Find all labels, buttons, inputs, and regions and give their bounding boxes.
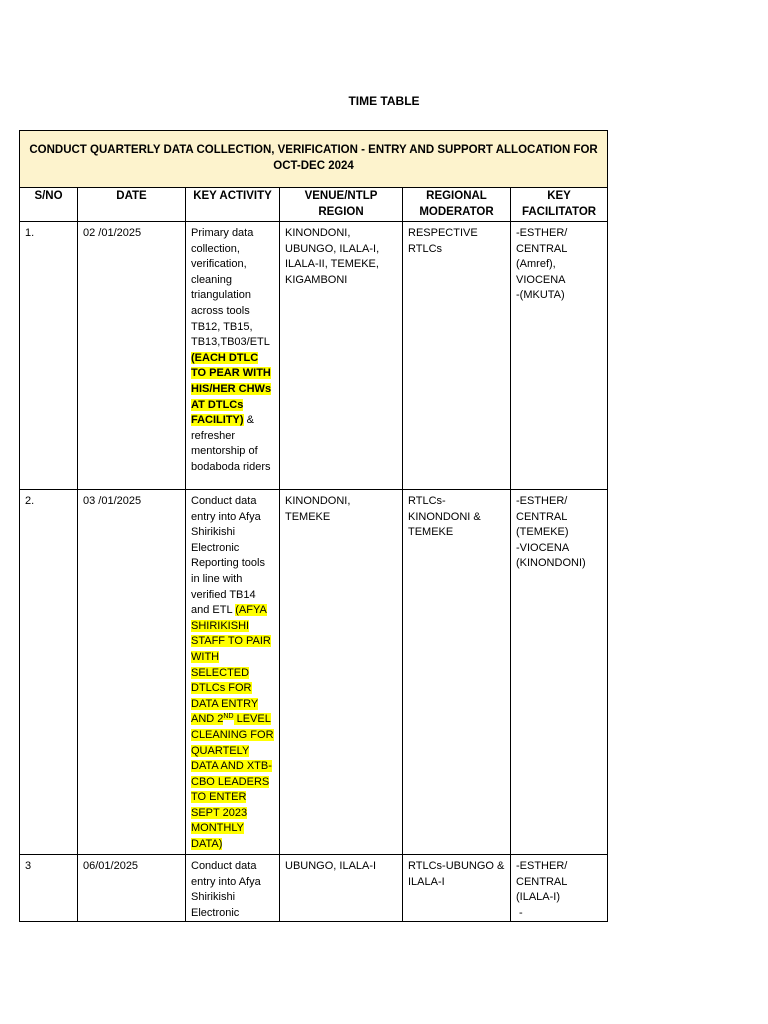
activity-highlight-end: LEVEL CLEANING FOR QUARTELY DATA AND XTB-CBO LEADERS TO ENTER SEPT 2023 MONTHLY DATA) xyxy=(191,713,274,851)
facilitator-line: CENTRAL xyxy=(516,875,568,888)
header-sno: S/NO xyxy=(20,188,78,222)
facilitator-line: CENTRAL xyxy=(516,510,568,523)
cell-date: 03 /01/2025 xyxy=(78,490,186,855)
facilitator-line: - xyxy=(516,906,523,919)
cell-moderator: RTLCs-UBUNGO & ILALA-I xyxy=(403,855,511,922)
activity-text: Primary data collection, verification, cleaning triangulation across tools TB12, TB15, TB13,TB03/ETL xyxy=(191,227,270,349)
activity-superscript: ND xyxy=(223,712,234,720)
cell-venue: UBUNGO, ILALA-I xyxy=(280,855,403,922)
facilitator-line: (KINONDONI) xyxy=(516,557,586,570)
cell-venue: KINONDONI, UBUNGO, ILALA-I, ILALA-II, TEMEKE, KIGAMBONI xyxy=(280,222,403,490)
facilitator-line: (Amref), xyxy=(516,258,556,271)
header-row xyxy=(20,188,608,222)
table-row xyxy=(20,490,608,855)
facilitator-line: CENTRAL xyxy=(516,242,568,255)
cell-facilitator xyxy=(511,222,608,490)
activity-text-end: & refresher mentorship of bodaboda riders xyxy=(191,414,271,473)
cell-moderator: RESPECTIVE RTLCs xyxy=(403,222,511,490)
banner-row xyxy=(20,131,608,188)
cell-sno: 3 xyxy=(20,855,78,922)
facilitator-line: -ESTHER/ xyxy=(516,860,568,872)
cell-facilitator xyxy=(511,855,608,922)
cell-activity xyxy=(186,222,280,490)
cell-date: 02 /01/2025 xyxy=(78,222,186,490)
cell-venue: KINONDONI, TEMEKE xyxy=(280,490,403,855)
cell-facilitator xyxy=(511,490,608,855)
cell-sno: 2. xyxy=(20,490,78,855)
facilitator-line: -ESTHER/ xyxy=(516,227,568,239)
facilitator-line: VIOCENA xyxy=(516,273,566,286)
table-row xyxy=(20,855,608,922)
table-row xyxy=(20,222,608,490)
banner-cell: CONDUCT QUARTERLY DATA COLLECTION, VERIFICATION - ENTRY AND SUPPORT ALLOCATION FOR OCT-DEC 2024 xyxy=(20,131,608,188)
timetable xyxy=(19,130,608,922)
cell-date: 06/01/2025 xyxy=(78,855,186,922)
cell-activity xyxy=(186,490,280,855)
facilitator-line: (TEMEKE) xyxy=(516,526,569,539)
header-date: DATE xyxy=(78,188,186,222)
facilitator-line: -VIOCENA xyxy=(516,541,570,554)
header-facilitator: KEY FACILITATOR xyxy=(511,188,608,222)
facilitator-line: -(MKUTA) xyxy=(516,289,565,302)
facilitator-line: (ILALA-I) xyxy=(516,891,561,904)
activity-highlight: (EACH DTLC TO PEAR WITH HIS/HER CHWs AT DTLCs FACILITY) xyxy=(191,351,272,427)
activity-text: Conduct data entry into Afya Shirikishi Electronic Reporting tools in line with verified TB14 and ETL xyxy=(191,495,265,617)
cell-moderator: RTLCs-KINONDONI & TEMEKE xyxy=(403,490,511,855)
page-title: TIME TABLE xyxy=(348,94,420,108)
cell-activity: Conduct data entry into Afya Shirikishi Electronic xyxy=(186,855,280,922)
header-activity: KEY ACTIVITY xyxy=(186,188,280,222)
facilitator-line: -ESTHER/ xyxy=(516,495,568,507)
activity-highlight: (AFYA SHIRIKISHI STAFF TO PAIR WITH SELECTED DTLCs FOR DATA ENTRY AND 2 xyxy=(191,604,271,726)
header-venue: VENUE/NTLP REGION xyxy=(280,188,403,222)
header-moderator: REGIONAL MODERATOR xyxy=(403,188,511,222)
cell-sno: 1. xyxy=(20,222,78,490)
